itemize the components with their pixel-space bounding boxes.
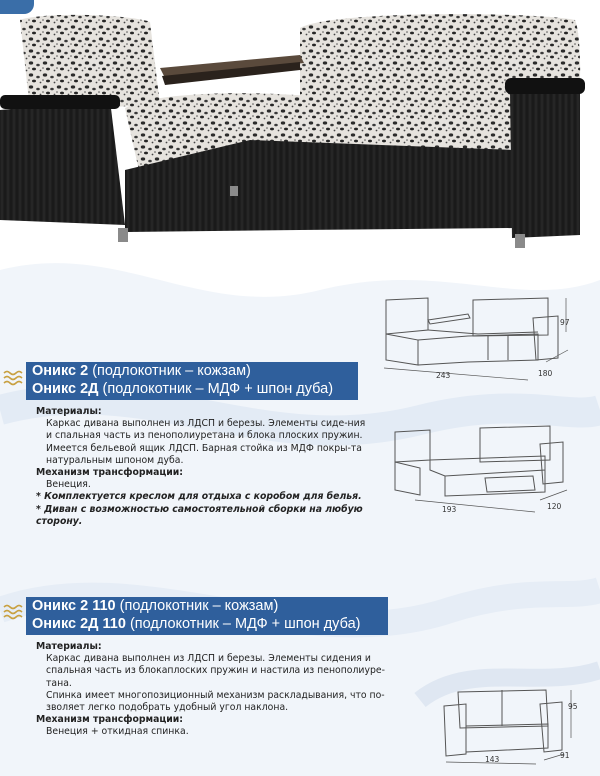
materials-text: Каркас дивана выполнен из ЛДСП и березы. Элементы сидения и спальная часть из блокаплоских пружин и настила из пенополиуре-тана. [46,653,385,689]
product-title-line-2 [32,381,333,397]
product-description [36,641,408,739]
depth-dimension: 120 [547,502,562,511]
wave-bullet-icon [2,368,24,386]
width-dimension: 243 [436,371,451,380]
product-title-line-1 [32,598,278,614]
corner-sofa-photo [0,0,600,255]
materials-label: Материалы: [36,641,102,652]
height-dimension: 97 [560,318,570,327]
note: * Диван с возможностью самостоятельной сборки на любую сторону. [36,503,363,527]
note: * Комплектуется креслом для отдыха с коробом для белья. [36,491,362,503]
depth-dimension: 91 [560,751,570,760]
mechanism-label: Механизм трансформации: [36,467,184,479]
mechanism-value: Венеция. [46,479,91,491]
wave-bullet-icon [2,602,24,620]
width-dimension: 143 [485,755,500,764]
product-description [36,406,368,528]
materials-text: Каркас дивана выполнен из ЛДСП и березы. Элементы сиде-ния и спальная часть из пенополиуретана и блока плоских пружин. [46,418,366,442]
materials-text: Имеется бельевой ящик ЛДСП. Барная стойка из МДФ покры-та натуральным шпоном дуба. [46,442,362,466]
product-variant: (подлокотник – МДФ + шпон дуба) [98,381,334,397]
height-dimension: 95 [568,702,578,711]
mechanism-label: Механизм трансформации: [36,714,184,726]
mechanism-value: Венеция + откидная спинка. [46,726,189,738]
small-sofa-dimension-drawing [436,682,586,774]
materials-label: Материалы: [36,406,102,417]
product-name: Оникс 2Д 110 [32,616,126,632]
materials-text: Спинка имеет многопозиционный механизм раскладывания, что по-зволяет легко подобрать удобный угол наклона. [46,689,385,714]
width-dimension: 193 [442,505,457,514]
product-title-line-1 [32,363,251,379]
product-name: Оникс 2 110 [32,598,116,614]
product-name: Оникс 2Д [32,381,99,397]
product-variant: (подлокотник – МДФ + шпон дуба) [125,616,361,632]
product-title-line-2 [32,616,360,632]
product-variant: (подлокотник – кожзам) [115,598,279,614]
product-name: Оникс 2 [32,363,89,379]
depth-dimension: 180 [538,369,553,378]
product-variant: (подлокотник – кожзам) [88,363,251,379]
